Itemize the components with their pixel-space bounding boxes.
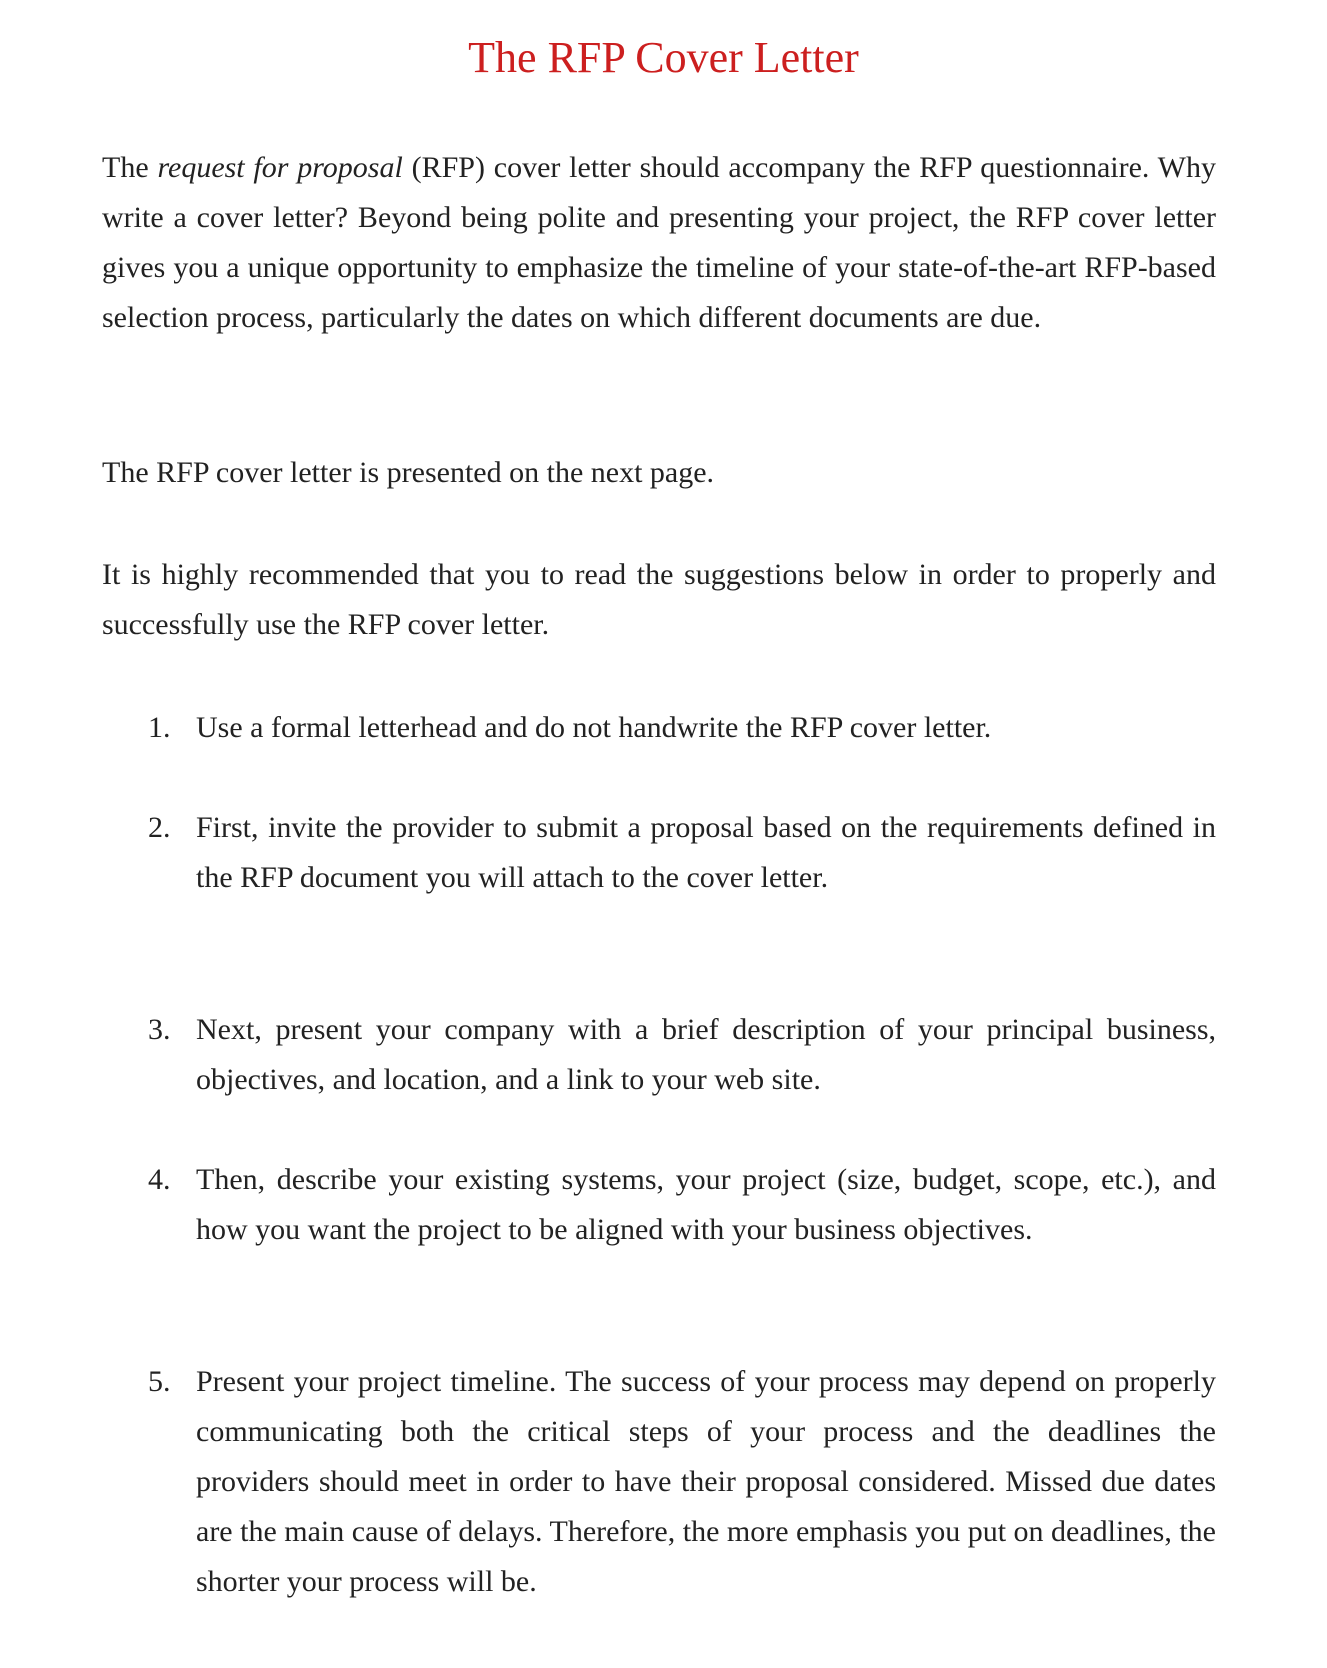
- next-page-note: The RFP cover letter is presented on the next page.: [102, 456, 715, 489]
- list-item-number: 3.: [148, 1013, 171, 1046]
- list-item-number: 2.: [148, 811, 171, 844]
- list-item: [148, 1155, 1216, 1255]
- list-item-text: Use a formal letterhead and do not handwrite the RFP cover letter.: [196, 711, 992, 744]
- list-item: [148, 703, 1216, 753]
- list-item: [148, 803, 1216, 903]
- list-item: [148, 1357, 1216, 1607]
- intro-body-text: (RFP) cover letter should accompany the RFP questionnaire. Why write a cover letter? Beyond being polite and presenting your project, the RFP cover letter gives you a unique opportunity to emphasize the timeline of your state-of-the-art RFP-based selection process, particularly the dates on which different documents are due.: [102, 151, 1216, 334]
- list-item-text: Present your project timeline. The success of your process may depend on properly communicating both the critical steps of your process and the deadlines the providers should meet in order to have their proposal considered. Missed due dates are the main cause of delays. Therefore, the more emphasis you put on deadlines, the shorter your process will be.: [196, 1365, 1216, 1598]
- intro-paragraph: [102, 143, 1216, 343]
- list-item-number: 4.: [148, 1163, 171, 1196]
- intro-lead-text: The: [102, 151, 158, 184]
- list-item-text: Then, describe your existing systems, your project (size, budget, scope, etc.), and how you want the project to be aligned with your business objectives.: [196, 1163, 1216, 1246]
- list-item-text: Next, present your company with a brief description of your principal business, objectives, and location, and a link to your web site.: [196, 1013, 1216, 1096]
- intro-emphasis-text: request for proposal: [157, 151, 403, 184]
- list-item-text: First, invite the provider to submit a proposal based on the requirements defined in the RFP document you will attach to the cover letter.: [196, 811, 1216, 894]
- list-item: [148, 1005, 1216, 1105]
- list-item-number: 1.: [148, 711, 171, 744]
- document-title: The RFP Cover Letter: [468, 33, 859, 82]
- recommendation-paragraph: It is highly recommended that you to read the suggestions below in order to properly and successfully use the RFP cover letter.: [102, 558, 1216, 641]
- list-item-number: 5.: [148, 1365, 171, 1398]
